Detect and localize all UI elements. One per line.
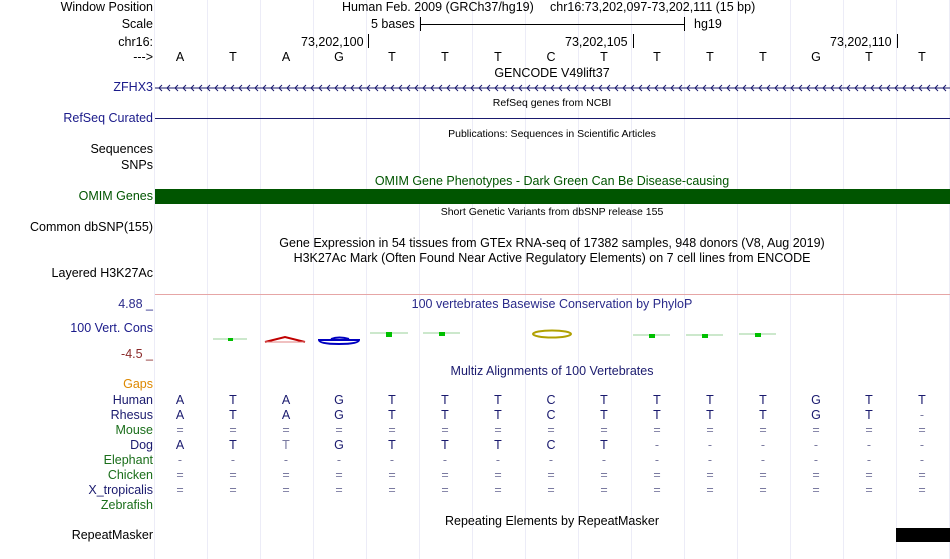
alignment-base: T — [388, 438, 396, 452]
h3k27ac-baseline — [155, 294, 950, 295]
alignment-base: = — [494, 468, 502, 482]
alignment-base: = — [335, 468, 343, 482]
scale-bar — [420, 24, 684, 25]
alignment-base: T — [388, 393, 396, 407]
alignment-base: - — [389, 453, 395, 467]
alignment-base: - — [442, 453, 448, 467]
alignment-base: = — [282, 483, 290, 497]
alignment-base: A — [281, 393, 291, 407]
alignment-base: = — [759, 483, 767, 497]
alignment-base: A — [175, 408, 185, 422]
label-zfhx3[interactable]: ZFHX3 — [113, 80, 153, 94]
alignment-base: T — [494, 408, 502, 422]
alignment-base: T — [918, 393, 926, 407]
alignment-base: = — [706, 423, 714, 437]
h3k27ac-track-title: H3K27Ac Mark (Often Found Near Active Regulatory Elements) on 7 cell lines from ENCODE — [293, 251, 811, 265]
label-refseq-curated[interactable]: RefSeq Curated — [63, 111, 153, 125]
alignment-base: - — [760, 438, 766, 452]
alignment-base: = — [759, 468, 767, 482]
alignment-base: = — [547, 468, 555, 482]
alignment-base: T — [600, 408, 608, 422]
alignment-base: = — [812, 423, 820, 437]
multiz-track-title: Multiz Alignments of 100 Vertebrates — [450, 364, 654, 378]
reference-base: T — [388, 50, 396, 64]
alignment-base: G — [811, 408, 821, 422]
alignment-base: - — [707, 438, 713, 452]
species-label-human[interactable]: Human — [112, 393, 153, 407]
alignment-base: - — [919, 453, 925, 467]
alignment-base: = — [229, 468, 237, 482]
alignment-base: T — [388, 408, 396, 422]
alignment-base: = — [653, 468, 661, 482]
alignment-base: = — [282, 423, 290, 437]
species-label-x_tropicalis[interactable]: X_tropicalis — [88, 483, 153, 497]
label-scale: Scale — [121, 17, 153, 31]
alignment-base: - — [919, 408, 925, 422]
alignment-base: C — [546, 438, 556, 452]
alignment-base: = — [388, 468, 396, 482]
alignment-base: C — [546, 408, 556, 422]
alignment-base: T — [653, 393, 661, 407]
alignment-base: A — [281, 408, 291, 422]
coordinate-tick-3 — [897, 34, 898, 48]
alignment-base: G — [334, 408, 344, 422]
alignment-base: - — [813, 438, 819, 452]
alignment-base: - — [866, 453, 872, 467]
coordinate-tick-1 — [368, 34, 369, 48]
alignment-base: G — [811, 393, 821, 407]
alignment-base: T — [706, 408, 714, 422]
alignment-base: - — [654, 438, 660, 452]
alignment-base: T — [441, 438, 449, 452]
label-100-vert-cons[interactable]: 100 Vert. Cons — [70, 321, 153, 335]
assembly-name: Human Feb. 2009 (GRCh37/hg19) — [342, 0, 534, 14]
alignment-base: T — [653, 408, 661, 422]
cons-mark-3 — [319, 338, 359, 345]
alignment-base: C — [546, 393, 556, 407]
alignment-base: G — [334, 438, 344, 452]
reference-base: T — [441, 50, 449, 64]
alignment-base: T — [229, 408, 237, 422]
refseq-gene-line[interactable] — [155, 118, 950, 119]
alignment-base: = — [600, 468, 608, 482]
alignment-base: = — [494, 483, 502, 497]
alignment-base: = — [812, 468, 820, 482]
omim-track-title: OMIM Gene Phenotypes - Dark Green Can Be Disease-causing — [374, 174, 730, 188]
alignment-base: - — [760, 453, 766, 467]
alignment-base: - — [707, 453, 713, 467]
scale-bar-right-cap — [684, 17, 685, 31]
alignment-base: T — [759, 408, 767, 422]
alignment-base: - — [336, 453, 342, 467]
alignment-base: T — [282, 438, 290, 452]
cons-mark-1 — [213, 338, 247, 341]
reference-base: G — [811, 50, 821, 64]
reference-base: T — [706, 50, 714, 64]
species-label-zebrafish[interactable]: Zebrafish — [100, 498, 153, 512]
alignment-base: T — [494, 438, 502, 452]
alignment-base: = — [918, 423, 926, 437]
reference-base: T — [865, 50, 873, 64]
alignment-base: - — [654, 453, 660, 467]
alignment-base: = — [441, 468, 449, 482]
label-layered-h3k27ac[interactable]: Layered H3K27Ac — [51, 266, 153, 280]
label-omim-genes[interactable]: OMIM Genes — [78, 189, 153, 203]
alignment-base: T — [759, 393, 767, 407]
coordinate-tick-2 — [633, 34, 634, 48]
reference-base: T — [653, 50, 661, 64]
species-label-dog[interactable]: Dog — [130, 438, 153, 452]
alignment-base: = — [812, 483, 820, 497]
alignment-base: = — [600, 423, 608, 437]
reference-base: T — [600, 50, 608, 64]
alignment-base: - — [601, 453, 607, 467]
alignment-base: - — [813, 453, 819, 467]
phylop-track-title: 100 vertebrates Basewise Conservation by PhyloP — [411, 297, 693, 311]
alignment-base: G — [334, 393, 344, 407]
alignment-base: = — [865, 483, 873, 497]
alignment-base: A — [175, 393, 185, 407]
label-cons-min: -4.5 _ — [121, 347, 153, 361]
coordinate-label-2: 73,202,105 — [565, 35, 628, 49]
alignment-base: T — [229, 438, 237, 452]
omim-gene-bar[interactable] — [155, 189, 950, 204]
alignment-base: - — [230, 453, 236, 467]
alignment-base: = — [865, 468, 873, 482]
alignment-base: T — [441, 393, 449, 407]
zfhx3-gene-feature[interactable] — [155, 81, 950, 95]
label-common-dbsnp[interactable]: Common dbSNP(155) — [30, 220, 153, 234]
alignment-base: - — [177, 453, 183, 467]
alignment-base: = — [918, 468, 926, 482]
label-chr: chr16: — [118, 35, 153, 49]
publications-track-title: Publications: Sequences in Scientific Articles — [448, 128, 656, 140]
alignment-base: T — [865, 393, 873, 407]
alignment-base: = — [176, 483, 184, 497]
alignment-base: = — [706, 483, 714, 497]
reference-base: T — [229, 50, 237, 64]
alignment-base: = — [176, 423, 184, 437]
label-window-position: Window Position — [60, 0, 153, 14]
alignment-base: = — [388, 483, 396, 497]
cons-mark-6 — [533, 331, 571, 338]
alignment-base: = — [388, 423, 396, 437]
cons-mark-4 — [370, 332, 408, 337]
alignment-base: - — [919, 438, 925, 452]
alignment-base: T — [600, 393, 608, 407]
species-label-chicken[interactable]: Chicken — [107, 468, 153, 482]
alignment-base: = — [600, 483, 608, 497]
refseq-track-title: RefSeq genes from NCBI — [492, 97, 612, 109]
label-snps[interactable]: SNPs — [121, 158, 153, 172]
cons-mark-9 — [739, 333, 776, 337]
phylop-conservation-plot[interactable] — [155, 325, 950, 350]
scale-text: 5 bases — [371, 17, 415, 31]
alignment-base: = — [547, 423, 555, 437]
alignment-base: = — [335, 423, 343, 437]
label-repeatmasker[interactable]: RepeatMasker — [71, 528, 153, 542]
reference-base: A — [281, 50, 291, 64]
species-label-elephant[interactable]: Elephant — [103, 453, 153, 467]
alignment-base: T — [706, 393, 714, 407]
repeat-element-block[interactable] — [896, 528, 950, 542]
cons-mark-7 — [633, 334, 670, 338]
scale-db: hg19 — [694, 17, 722, 31]
dbsnp-track-title: Short Genetic Variants from dbSNP release 155 — [440, 206, 664, 218]
alignment-base: = — [865, 423, 873, 437]
cons-mark-5 — [423, 332, 460, 336]
alignment-base: = — [176, 468, 184, 482]
alignment-base: - — [283, 453, 289, 467]
reference-base: A — [175, 50, 185, 64]
reference-base: T — [918, 50, 926, 64]
coordinate-label-1: 73,202,100 — [301, 35, 364, 49]
cons-mark-2 — [265, 337, 305, 342]
alignment-base: T — [600, 438, 608, 452]
reference-base: C — [546, 50, 556, 64]
species-label-rhesus[interactable]: Rhesus — [110, 408, 153, 422]
label-gaps[interactable]: Gaps — [123, 377, 153, 391]
alignment-base: = — [759, 423, 767, 437]
alignment-base: = — [653, 423, 661, 437]
alignment-base: - — [548, 453, 554, 467]
cons-mark-8 — [686, 334, 723, 338]
repeatmasker-track-title: Repeating Elements by RepeatMasker — [444, 514, 660, 528]
reference-base: T — [759, 50, 767, 64]
species-label-mouse[interactable]: Mouse — [115, 423, 153, 437]
alignment-base: = — [494, 423, 502, 437]
alignment-base: = — [441, 483, 449, 497]
alignment-base: = — [229, 423, 237, 437]
alignment-base: T — [229, 393, 237, 407]
alignment-base: T — [865, 408, 873, 422]
alignment-base: = — [335, 483, 343, 497]
coordinate-label-3: 73,202,110 — [830, 35, 892, 49]
label-sequences[interactable]: Sequences — [90, 142, 153, 156]
reference-base: G — [334, 50, 344, 64]
alignment-base: A — [175, 438, 185, 452]
alignment-base: = — [653, 483, 661, 497]
window-position-value: chr16:73,202,097-73,202,111 (15 bp) — [550, 0, 756, 14]
reference-base: T — [494, 50, 502, 64]
alignment-base: = — [918, 483, 926, 497]
label-strand-arrow[interactable]: ---> — [133, 50, 153, 64]
alignment-base: = — [547, 483, 555, 497]
alignment-base: - — [495, 453, 501, 467]
alignment-base: = — [706, 468, 714, 482]
alignment-base: T — [441, 408, 449, 422]
label-cons-max: 4.88 _ — [118, 297, 153, 311]
alignment-base: = — [229, 483, 237, 497]
alignment-base: T — [494, 393, 502, 407]
gencode-track-title: GENCODE V49lift37 — [494, 66, 610, 80]
gtex-track-title: Gene Expression in 54 tissues from GTEx RNA-seq of 17382 samples, 948 donors (V8, Aug 2019) — [279, 236, 825, 250]
alignment-base: = — [282, 468, 290, 482]
alignment-base: = — [441, 423, 449, 437]
alignment-base: - — [866, 438, 872, 452]
